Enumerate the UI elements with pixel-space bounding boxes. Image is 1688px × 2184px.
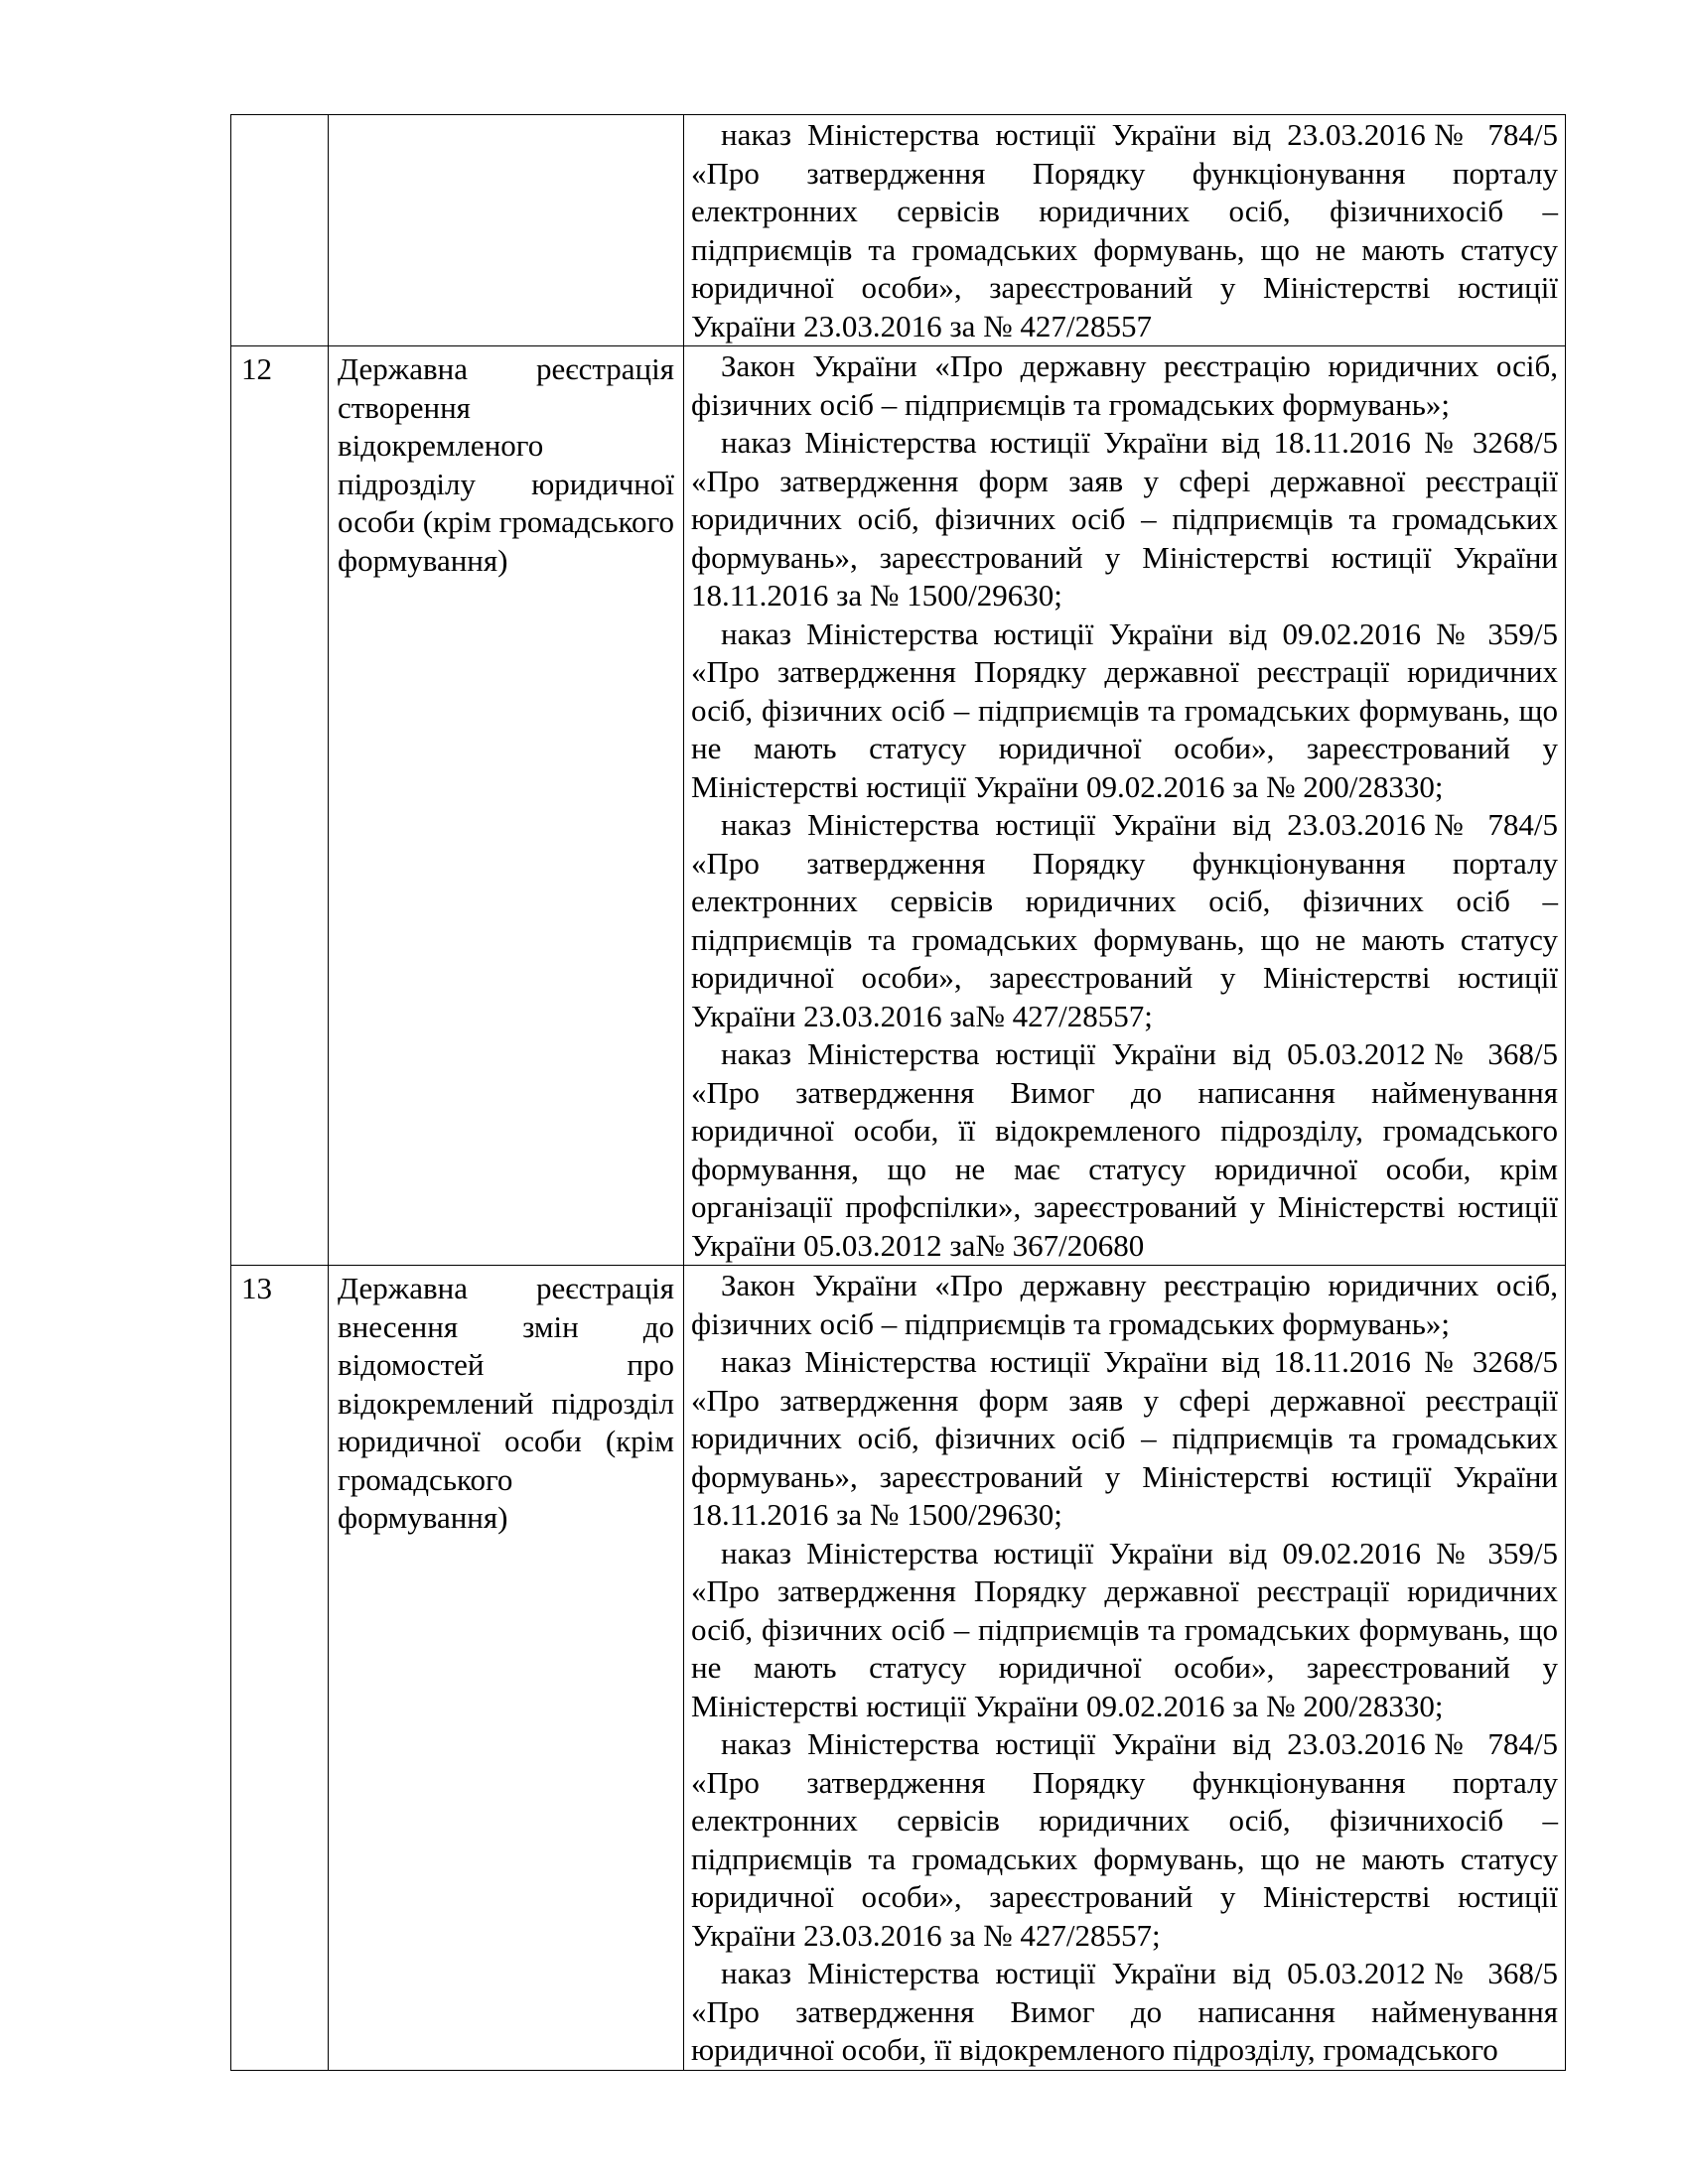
legal-act: наказ Міністерства юстиції України від 23.03.2016№ 784/5 «Про затвердження Порядку функціонування порталу електронних сервісів юридичних осіб, фізичнихосіб – підприємців та громадських формувань, що не мають статусу юридичної особи», зареєстрований у Міністерстві юстиції України 23.03.2016 за № 427/28557; [691,1726,1558,1953]
legal-act: наказ Міністерства юстиції України від 09.02.2016 № 359/5 «Про затвердження Порядку державної реєстрації юридичних осіб, фізичних осіб – підприємців та громадських формувань, що не мають статусу юридичної особи», зареєстрований у Міністерстві юстиції України 09.02.2016 за № 200/28330; [691,615,1558,804]
table-row [231,1266,1566,2071]
service-name [329,115,684,346]
legal-act: наказ Міністерства юстиції України від 05.03.2012№ 368/5 «Про затвердження Вимог до написання найменування юридичної особи, її відокремленого підрозділу, громадського [691,1956,1558,2067]
legal-act: наказ Міністерства юстиції України від 09.02.2016 № 359/5 «Про затвердження Порядку державної реєстрації юридичних осіб, фізичних осіб – підприємців та громадських формувань, що не мають статусу юридичної особи», зареєстрований у Міністерстві юстиції України 09.02.2016 за № 200/28330; [691,1535,1558,1723]
table-row [231,346,1566,1266]
legal-basis-cell [684,346,1566,1266]
legal-basis-cell [684,1266,1566,2071]
legal-act: наказ Міністерства юстиції України від 18.11.2016 № 3268/5 «Про затвердження форм заяв у сфері державної реєстрації юридичних осіб, фізичних осіб – підприємців та громадських формувань», зареєстрований у Міністерстві юстиції України 18.11.2016 за № 1500/29630; [691,1344,1558,1532]
legal-act: наказ Міністерства юстиції України від 05.03.2012№ 368/5 «Про затвердження Вимог до написання найменування юридичної особи, її відокремленого підрозділу, громадського формування, що не має статусу юридичної особи, крім організації профспілки», зареєстрований у Міністерстві юстиції України 05.03.2012 за№ 367/20680 [691,1036,1558,1263]
row-number: 12 [231,346,329,1266]
row-number [231,115,329,346]
legal-act: наказ Міністерства юстиції України від 23.03.2016№ 784/5 «Про затвердження Порядку функціонування порталу електронних сервісів юридичних осіб, фізичних осіб – підприємців та громадських формувань, що не мають статусу юридичної особи», зареєстрований у Міністерстві юстиції України 23.03.2016 за№ 427/28557; [691,807,1558,1033]
legal-act: наказ Міністерства юстиції України від 18.11.2016 № 3268/5 «Про затвердження форм заяв у сфері державної реєстрації юридичних осіб, фізичних осіб – підприємців та громадських формувань», зареєстрований у Міністерстві юстиції України 18.11.2016 за № 1500/29630; [691,425,1558,613]
legal-basis-cell [684,115,1566,346]
row-number: 13 [231,1266,329,2071]
regulations-table [230,114,1566,2071]
legal-act: Закон України «Про державну реєстрацію юридичних осіб, фізичних осіб – підприємців та громадських формувань»; [691,348,1558,422]
service-name: Державна реєстрація створення відокремленого підрозділу юридичної особи (крім громадського формування) [329,346,684,1266]
legal-act: наказ Міністерства юстиції України від 23.03.2016№ 784/5 «Про затвердження Порядку функціонування порталу електронних сервісів юридичних осіб, фізичнихосіб – підприємців та громадських формувань, що не мають статусу юридичної особи», зареєстрований у Міністерстві юстиції України 23.03.2016 за № 427/28557 [691,117,1558,343]
legal-act: Закон України «Про державну реєстрацію юридичних осіб, фізичних осіб – підприємців та громадських формувань»; [691,1268,1558,1341]
table-row [231,115,1566,346]
service-name: Державна реєстрація внесення змін до відомостей про відокремлений підрозділ юридичної особи (крім громадського формування) [329,1266,684,2071]
